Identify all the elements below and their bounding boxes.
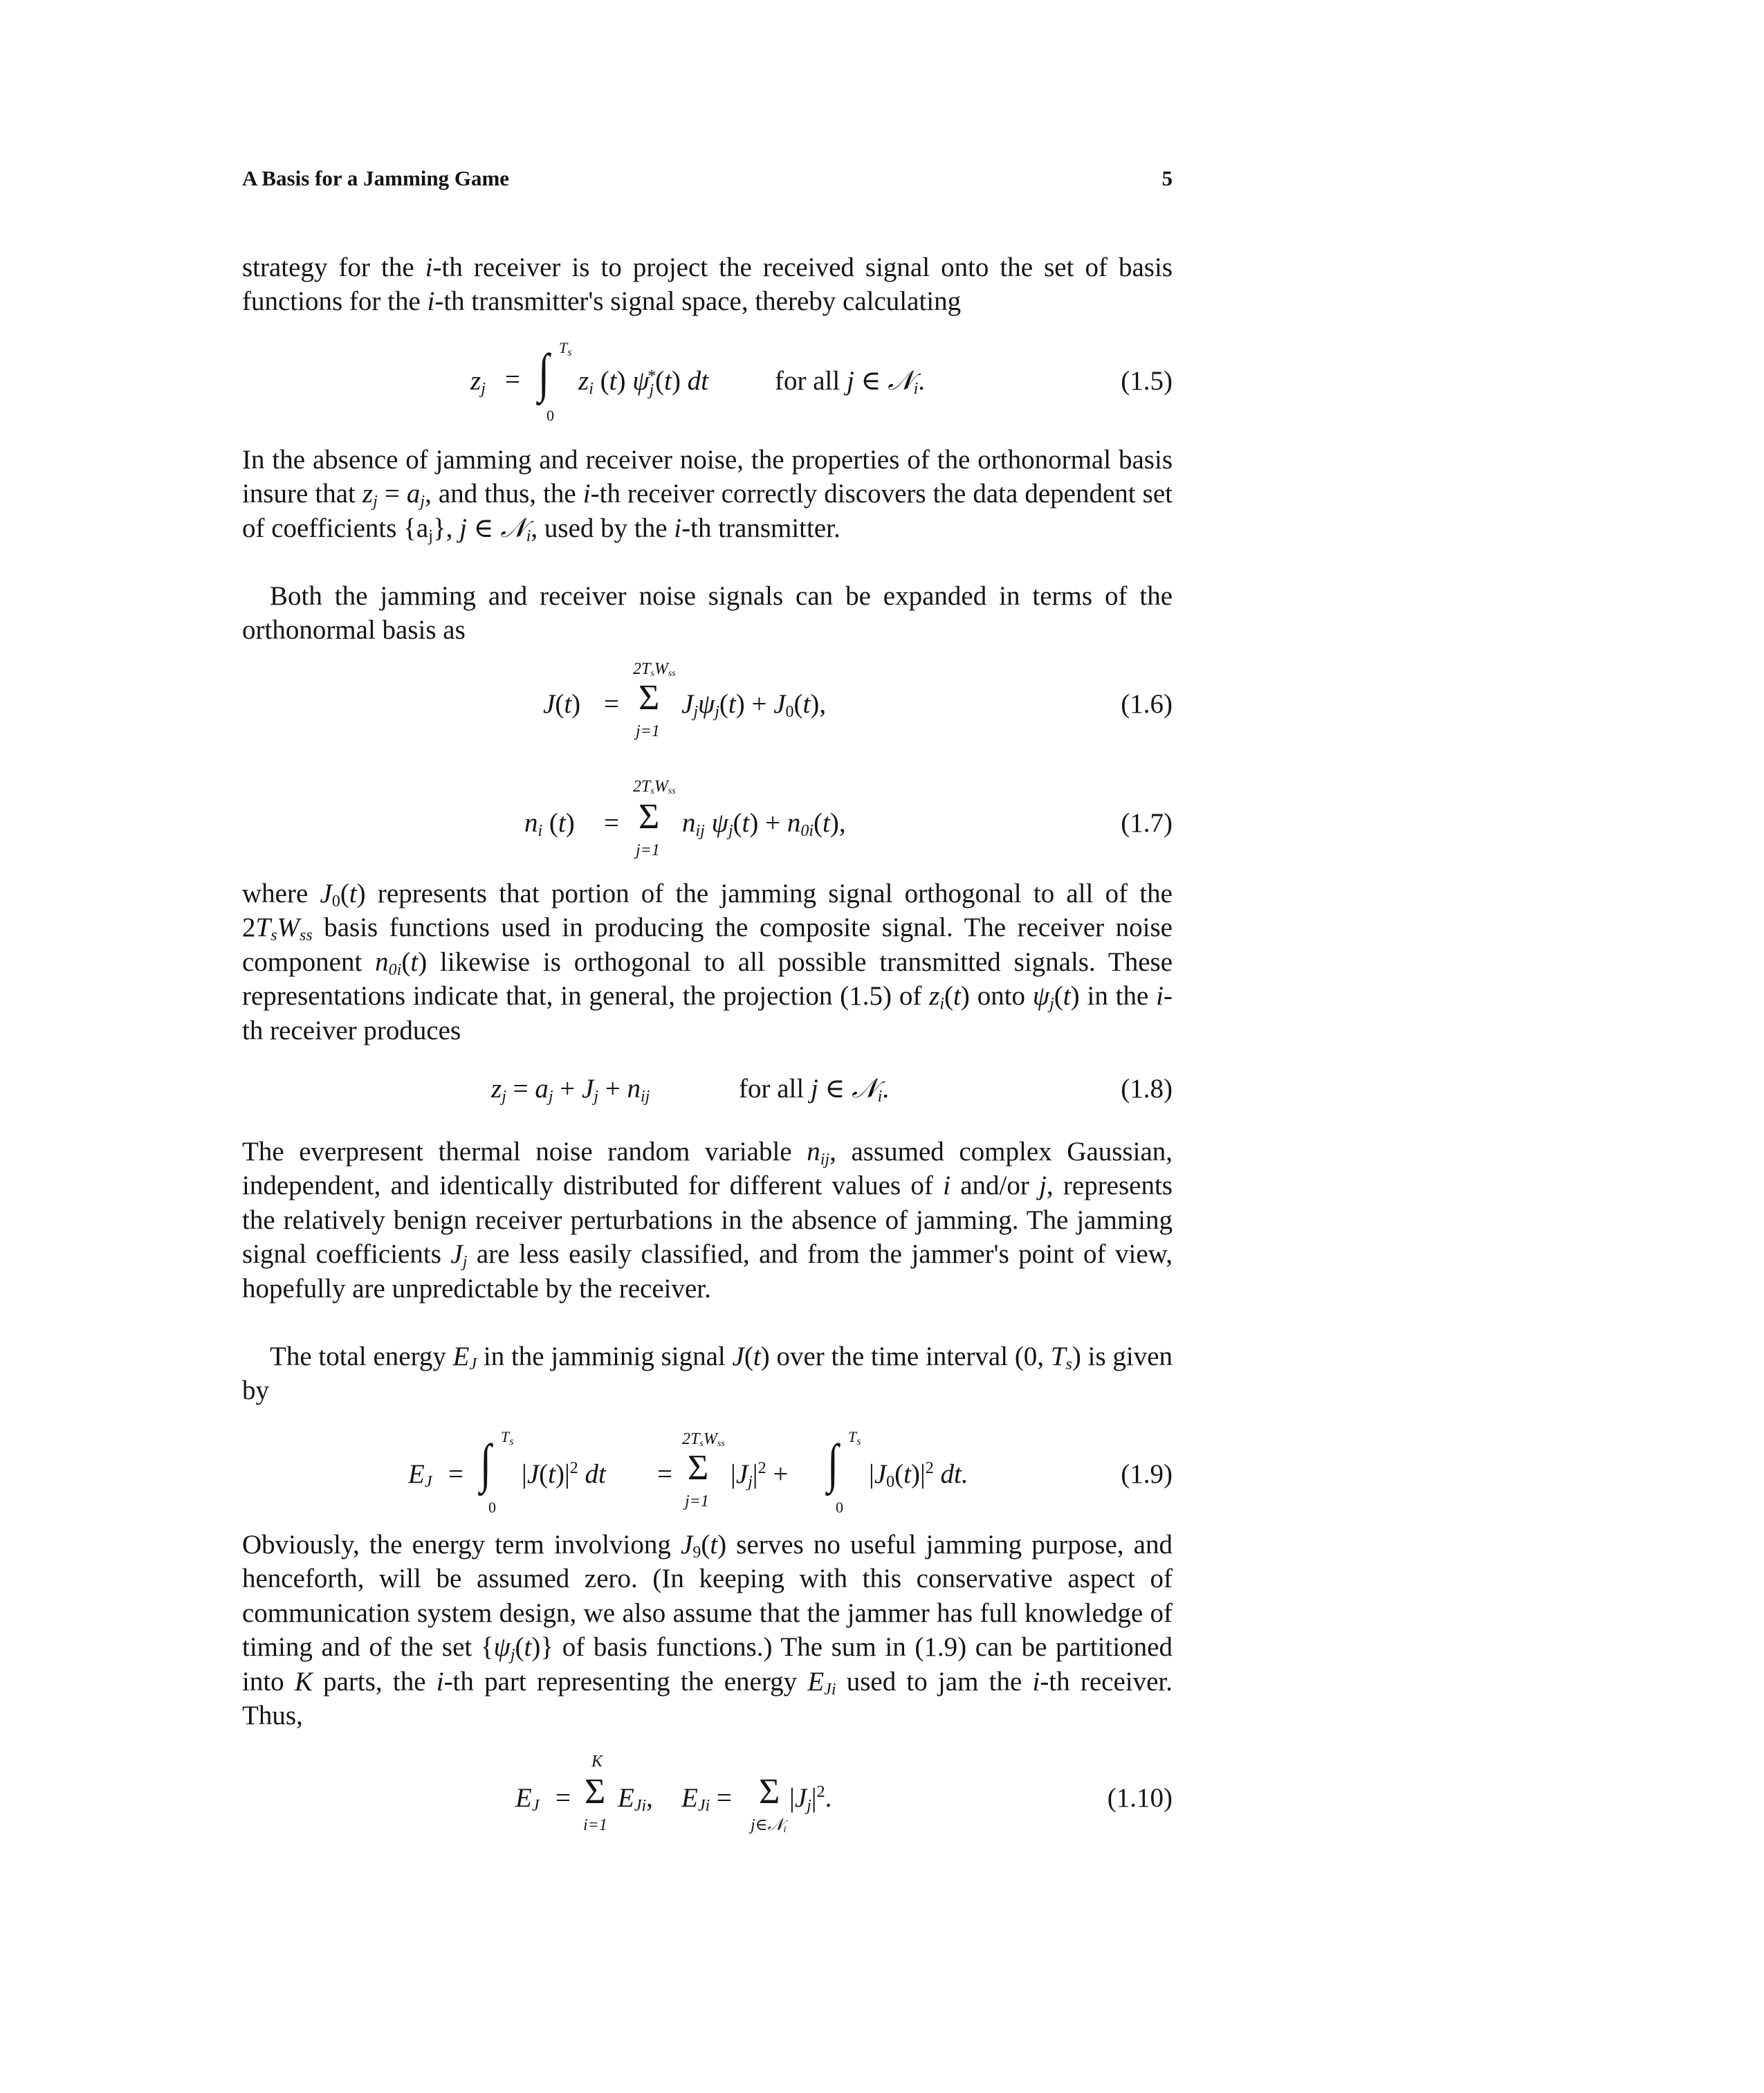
- equation-number: (1.8): [1121, 1074, 1173, 1104]
- paragraph-4: where $J_0(t)$ represents that portion of the jamming signal orthogonal to all of the $2T_sW_{ss}$ basis functions used in producing the composite signal. The receiver noise component $n_{0i}(t)$ likewise is orthogonal to all possible transmitted signals. These representations indicate that, in general, the projection (1.5) of $z_i(t)$ onto $\psi_j(t)$ in the i-th receiver produces: [242, 879, 1173, 1045]
- paragraph-7: Obviously, the energy term involviong $J_9(t)$ serves no useful jamming purpose, and henceforth, will be assumed zero. (In keeping with this conservative aspect of communication system design, we also assume that the jammer has full knowledge of timing and of the set $\{\psi_j(t)\}$ of basis functions.) The sum in (1.9) can be partitioned into K parts, the i-th part representing the energy $E_{Ji}$ used to jam the i-th receiver. Thus,: [242, 1530, 1173, 1731]
- equation-1-7: $n_i$ (t) = $2T_sW_{ss}$ Σ j=1 $n_{ij}$ $\psi_j(t) + n_{0i}(t)$, (1.7): [524, 778, 1173, 859]
- equation-number: (1.10): [1107, 1783, 1173, 1813]
- equation-number: (1.6): [1121, 689, 1173, 719]
- paragraph-1: strategy for the i-th receiver is to project the received signal onto the set of basis functions for the i-th transmitter's signal space, thereby calculating: [242, 253, 1173, 317]
- equation-number: (1.7): [1121, 808, 1173, 838]
- paragraph-6: The total energy $E_J$ in the jamminig signal J(t) over the time interval (0, $T_s$) is given by: [242, 1342, 1173, 1406]
- equation-1-8: $z_j = a_j + J_j + n_{ij}$ for all j ∈ 𝒩$_i$. (1.8): [491, 1074, 1173, 1106]
- equation-1-6: J(t) = $2T_sW_{ss}$ Σ j=1 $J_j\psi_j(t) + J_0(t)$, (1.6): [543, 660, 1173, 740]
- running-title: A Basis for a Jamming Game: [242, 166, 510, 190]
- paragraph-2: In the absence of jamming and receiver noise, the properties of the orthonormal basis insure that $z_j = a_j$, and thus, the i-th receiver correctly discovers the data dependent set of coefficients $\{a_j\}$, j ∈ 𝒩$_i$, used by the i-th transmitter.: [242, 445, 1173, 545]
- running-head: [242, 166, 1173, 201]
- equation-1-9: $E_J$ = ∫ $T_s$ 0 $|J(t)|^2$ dt = $2T_sW_{ss}$ Σ j=1 $|J_j|^2$ + ∫ $T_s$ 0 $|J_0(t)|^2$ dt. (1.9): [408, 1428, 1173, 1516]
- equation-number: (1.5): [1121, 366, 1173, 396]
- page-number: 5: [1161, 166, 1173, 190]
- paragraph-5: The everpresent thermal noise random variable $n_{ij}$, assumed complex Gaussian, independent, and identically distributed for different values of i and/or j, represents the relatively benign receiver perturbations in the absence of jamming. The jamming signal coefficients $J_j$ are less easily classified, and from the jammer's point of view, hopefully are unpredictable by the receiver.: [242, 1137, 1173, 1304]
- paragraph-3: Both the jamming and receiver noise signals can be expanded in terms of the orthonormal basis as: [242, 581, 1173, 646]
- equation-number: (1.9): [1121, 1459, 1173, 1489]
- equation-1-10: $E_J$ = K Σ i=1 $E_{Ji}$, $E_{Ji}$ = Σ j∈𝒩$_i$ $|J_j|^2$. (1.10): [515, 1753, 1173, 1835]
- equation-1-5: $z_j$ = ∫ $T_s$ 0 $z_i$ (t) $\psi_j^*(t)$ dt for all j ∈ 𝒩$_i$. (1.5): [470, 339, 1173, 424]
